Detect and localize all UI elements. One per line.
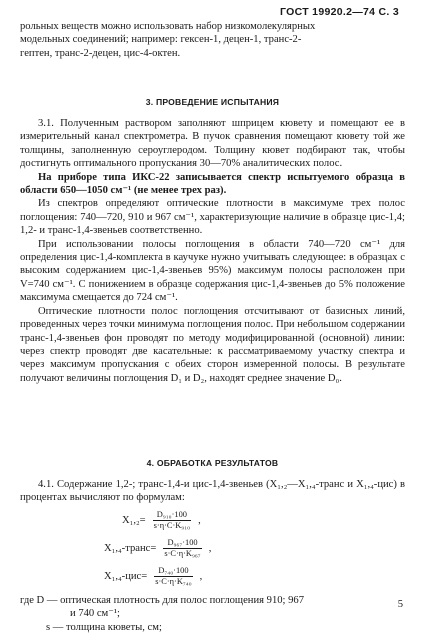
page-header: ГОСТ 19920.2—74 С. 3 (280, 6, 399, 18)
formula-comma: , (199, 571, 203, 582)
where-line: и 740 см⁻¹; (70, 608, 120, 620)
where-line: где D — оптическая плотность для полос поглощения 910; 967 (20, 595, 305, 606)
formula-numerator: D₇₄₀·100 (154, 566, 192, 577)
section-3-title: 3. ПРОВЕДЕНИЕ ИСПЫТАНИЯ (145, 97, 280, 107)
formula-comma: , (198, 515, 201, 526)
paragraph-4-1: 4.1. Содержание 1,2-; транс-1,4-и цис-1,4-звеньев (X₁,₂—X₁,₄-транс и X₁,₄-цис) в процентах вычисляют по формулам: (20, 479, 405, 504)
section-4-body (20, 478, 405, 505)
section-4-title: 4. ОБРАБОТКА РЕЗУЛЬТАТОВ (146, 458, 279, 468)
formula-lhs: X₁,₄-транс= (104, 543, 157, 554)
formula-x12 (122, 510, 201, 531)
formula-fraction (160, 538, 204, 559)
formula-fraction (151, 566, 195, 587)
formula-lhs: X₁,₂= (122, 515, 146, 526)
paragraph-band: При использовании полосы поглощения в области 740—720 см⁻¹ для определения цис-1,4-комплекта в каучуке нужно учитывать следующее: в образцах с высоким содержанием цис-1,4-звеньев 95%) максимум полосы расположен при V=740 см⁻¹. С понижением в образце содержания цис-1,4-звеньев до 5% положение максимума смещается до 724 см⁻¹. (20, 238, 405, 304)
formula-fraction (150, 510, 194, 531)
formula-x14-trans (104, 538, 211, 559)
formula-denominator: s·η·C·K₉₁₀ (153, 521, 191, 530)
formula-numerator: D₉₆₇·100 (163, 538, 201, 549)
formula-numerator: D₉₁₀·100 (153, 510, 191, 521)
formula-denominator: s·C·η·K₇₄₀ (155, 577, 192, 586)
intro-line: модельных соединений; например: гексен-1, децен-1, транс-2- (20, 34, 302, 46)
paragraph-3-1: 3.1. Полученным раствором заполняют шприцем кювету и помещают ее в измерительный канал спектрометра. В пучок сравнения помещают кювету той же толщины, заполненную сероуглеродом. Толщину кювет подбирают так, чтобы достигнуть оптимального пропускания 30—70% аналитических полос. (20, 118, 405, 170)
section-3-body (20, 117, 405, 385)
paragraph-instrument: На приборе типа ИКС-22 записывается спектр испытуемого образца в области 650—1050 см⁻¹ (не менее трех раз). (20, 171, 405, 197)
paragraph-spectra: Из спектров определяют оптические плотности в максимуме трех полос поглощения: 740—720, 910 и 967 см⁻¹, характеризующие наличие в образце цис-1,4; 1,2- и транс-1,4-звеньев соответственно. (20, 198, 405, 237)
formula-x14-cis (104, 566, 202, 587)
formula-lhs: X₁,₄-цис= (104, 571, 148, 582)
intro-line: гептен, транс-2-децен, цис-4-октен. (20, 47, 181, 59)
page-number: 5 (397, 599, 403, 610)
where-clause (20, 594, 405, 634)
where-line: s — толщина кюветы, см; (46, 621, 162, 633)
intro-line: рольных веществ можно использовать набор низкомолекулярных (20, 21, 316, 32)
intro-paragraph (20, 20, 405, 60)
formula-comma: , (208, 543, 212, 554)
paragraph-baseline: Оптические плотности полос поглощения отсчитывают от базисных линий, проведенных через точки минимума поглощения полос. При небольшом содержании транс-1,4-звеньев фон проводят по методу модифицированной (основной) линии: через спектр проводят две касательные: к рассматриваемому участку спектра и через максимум пропускания с обеих сторон измеренной полосы. В результате получают величины поглощения D₁ и D₂, находят среднее значение D₀. (20, 305, 405, 384)
formula-denominator: s·C·η·K₉₆₇ (164, 549, 201, 558)
